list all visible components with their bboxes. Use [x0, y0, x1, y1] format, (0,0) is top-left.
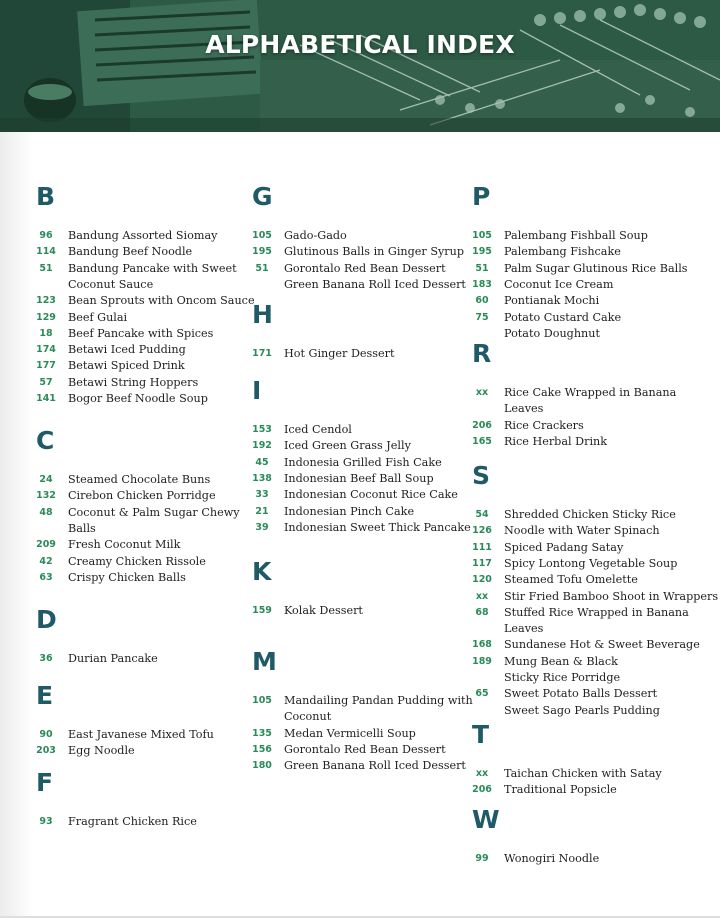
- recipe-name: [68, 537, 180, 553]
- recipe-name-line: Betawi Iced Pudding: [68, 343, 186, 357]
- page-number: 192: [252, 440, 272, 452]
- recipe-name-line: Balls: [68, 521, 96, 535]
- recipe-name-line: Iced Green Grass Jelly: [284, 439, 411, 453]
- page-number: 105: [472, 230, 492, 241]
- recipe-name-line: Noodle with Water Spinach: [504, 524, 660, 538]
- recipe-name: [68, 391, 208, 407]
- section-letter: F: [36, 768, 54, 797]
- index-entry: [248, 726, 416, 742]
- recipe-name-line: Bandung Assorted Siomay: [68, 229, 218, 242]
- page-number: 60: [475, 295, 489, 307]
- index-entry: [32, 554, 206, 570]
- recipe-name-line: Taichan Chicken with Satay: [504, 767, 662, 780]
- recipe-name-line: Betawi String Hoppers: [68, 375, 199, 389]
- recipe-name-line: Durian Pancake: [68, 652, 158, 665]
- food-stall-photo: [0, 0, 720, 132]
- index-entry: [32, 537, 180, 553]
- recipe-name-line: Egg Noodle: [68, 744, 135, 758]
- recipe-name: [68, 375, 198, 391]
- recipe-name: [504, 782, 617, 798]
- recipe-name: [68, 727, 214, 743]
- recipe-name: [68, 651, 158, 667]
- page-number: 33: [255, 489, 269, 501]
- page-number: 195: [472, 246, 492, 258]
- recipe-name-line: Bogor Beef Noodle Soup: [68, 392, 208, 405]
- recipe-name-line: Bandung Beef Noodle: [68, 245, 193, 259]
- recipe-name-line: Gado-Gado: [284, 229, 347, 242]
- recipe-name-line: Creamy Chicken Rissole: [68, 554, 206, 568]
- index-entry: [468, 851, 599, 867]
- recipe-name-line: Rice Crackers: [504, 418, 584, 432]
- page-number: 51: [255, 262, 269, 274]
- index-entry: [468, 686, 660, 719]
- index-entry: [248, 758, 466, 774]
- page-number: 132: [36, 490, 56, 502]
- page-number: 174: [36, 344, 56, 356]
- index-entry: [248, 504, 414, 520]
- recipe-name: [284, 346, 395, 362]
- page-number: 183: [472, 278, 492, 290]
- page-number: 99: [475, 853, 489, 864]
- recipe-name-line: Coconut Ice Cream: [504, 277, 614, 291]
- page-number: 209: [36, 539, 56, 551]
- section-letter: C: [36, 426, 55, 455]
- page-number: 168: [472, 639, 492, 651]
- recipe-name: [504, 851, 599, 867]
- recipe-name: [68, 488, 216, 504]
- index-entry: [468, 654, 620, 687]
- recipe-name: [504, 540, 623, 556]
- recipe-name: [284, 438, 411, 454]
- recipe-name-line: Indonesian Coconut Rice Cake: [284, 488, 458, 502]
- recipe-name-line: Wonogiri Noodle: [504, 852, 600, 865]
- section-letter: D: [36, 605, 57, 634]
- recipe-name-line: Mung Bean & Black: [504, 654, 618, 668]
- recipe-name: [284, 693, 473, 726]
- section-letter: M: [252, 647, 277, 676]
- page-number: 156: [252, 743, 272, 755]
- recipe-name: [284, 228, 347, 244]
- recipe-name-line: Steamed Tofu Omelette: [504, 573, 638, 587]
- index-entry: [248, 422, 352, 438]
- recipe-name-line: Steamed Chocolate Buns: [68, 473, 211, 486]
- recipe-name-line: Sweet Potato Balls Dessert: [504, 687, 658, 701]
- recipe-name-line: Gorontalo Red Bean Dessert: [284, 261, 446, 275]
- section-letter: E: [36, 681, 54, 710]
- section-letter: R: [472, 339, 492, 368]
- page-number: 63: [39, 571, 53, 583]
- section-letter: T: [472, 720, 490, 749]
- section-letter: K: [252, 557, 272, 586]
- recipe-name-line: Potato Doughnut: [504, 326, 600, 340]
- index-entry: [32, 472, 210, 488]
- recipe-name-line: Crispy Chicken Balls: [68, 570, 186, 584]
- recipe-name: [284, 455, 442, 471]
- recipe-name: [284, 422, 352, 438]
- recipe-name: [68, 743, 135, 759]
- page-number: 171: [252, 348, 272, 359]
- index-entry: [468, 310, 621, 326]
- recipe-name-line: Traditional Popsicle: [504, 783, 617, 797]
- recipe-name-line: Sticky Rice Porridge: [504, 670, 621, 684]
- recipe-name-line: Sundanese Hot & Sweet Beverage: [504, 638, 700, 652]
- page-number: 57: [39, 376, 53, 388]
- page-number: 18: [39, 327, 53, 339]
- index-entry: [468, 523, 660, 539]
- recipe-name: [68, 261, 237, 294]
- page-number: 68: [475, 606, 489, 618]
- recipe-name: [68, 472, 210, 488]
- page-number: 206: [472, 784, 492, 796]
- recipe-name: [68, 244, 192, 260]
- recipe-name: [504, 572, 638, 588]
- recipe-name-line: Shredded Chicken Sticky Rice: [504, 508, 676, 521]
- page-number: 45: [255, 456, 269, 468]
- page-number: xx: [475, 590, 489, 602]
- recipe-name: [504, 277, 613, 293]
- recipe-name: [504, 766, 662, 782]
- page-shadow: [0, 132, 34, 918]
- recipe-name: [68, 358, 185, 374]
- page-number: 105: [252, 695, 272, 706]
- index-entry: [468, 637, 700, 653]
- recipe-name-line: Fresh Coconut Milk: [68, 538, 181, 552]
- section-letter: W: [472, 805, 500, 834]
- recipe-name: [68, 505, 240, 538]
- recipe-name-line: Palembang Fishcake: [504, 245, 621, 259]
- page-number: xx: [475, 387, 489, 398]
- recipe-name: [284, 758, 466, 774]
- recipe-name: [504, 293, 599, 309]
- page-number: 36: [39, 653, 53, 664]
- index-entry: [248, 693, 473, 726]
- section-letter: P: [472, 182, 491, 211]
- page-number: 165: [472, 435, 492, 447]
- page-number: 129: [36, 311, 56, 323]
- recipe-name: [284, 603, 363, 619]
- page-number: 195: [252, 246, 272, 258]
- recipe-name: [504, 507, 676, 523]
- recipe-name: [68, 554, 206, 570]
- recipe-name-line: Beef Gulai: [68, 310, 128, 324]
- recipe-name-line: Indonesia Grilled Fish Cake: [284, 455, 442, 469]
- recipe-name-line: Mandailing Pandan Pudding with: [284, 694, 473, 707]
- page-number: 54: [475, 509, 489, 520]
- index-entry: [248, 520, 471, 536]
- page-number: 117: [472, 557, 492, 569]
- header-banner: [0, 0, 720, 132]
- section-letter: H: [252, 300, 273, 329]
- recipe-name-line: Gorontalo Red Bean Dessert: [284, 742, 446, 756]
- recipe-name-line: Hot Ginger Dessert: [284, 347, 395, 360]
- recipe-name-line: Kolak Dessert: [284, 604, 363, 617]
- recipe-name: [284, 742, 446, 758]
- page-number: 75: [475, 311, 489, 323]
- recipe-name-line: Coconut & Palm Sugar Chewy: [68, 505, 240, 519]
- page-number: 114: [36, 246, 56, 258]
- recipe-name: [504, 686, 660, 719]
- section-letter: S: [472, 461, 491, 490]
- recipe-name: [504, 434, 607, 450]
- recipe-name-line: Bandung Pancake with Sweet: [68, 261, 237, 275]
- recipe-name-line: Medan Vermicelli Soup: [284, 726, 416, 740]
- page-number: 138: [252, 472, 272, 484]
- recipe-name-line: Fragrant Chicken Rice: [68, 815, 197, 828]
- recipe-name: [68, 293, 255, 309]
- page-number: 189: [472, 655, 492, 667]
- recipe-name-line: Palembang Fishball Soup: [504, 229, 648, 242]
- index-entry: [32, 488, 216, 504]
- index-entry: [32, 326, 213, 342]
- recipe-name-line: Indonesian Sweet Thick Pancake: [284, 520, 471, 534]
- page-number: 111: [472, 541, 492, 553]
- recipe-name: [504, 326, 600, 342]
- index-entry: [32, 261, 237, 294]
- recipe-name-line: Cirebon Chicken Porridge: [68, 489, 216, 503]
- section-letter: I: [252, 376, 262, 405]
- index-entry: [248, 455, 442, 471]
- recipe-name-line: Glutinous Balls in Ginger Syrup: [284, 245, 465, 259]
- page-number: 203: [36, 745, 56, 757]
- index-entry: [468, 418, 584, 434]
- page-number: 51: [475, 262, 489, 274]
- recipe-name-line: Iced Cendol: [284, 423, 352, 436]
- recipe-name: [504, 589, 718, 605]
- index-entry: [468, 244, 621, 260]
- recipe-name-line: Rice Herbal Drink: [504, 434, 608, 448]
- recipe-name-line: Indonesian Pinch Cake: [284, 504, 415, 518]
- recipe-name: [68, 326, 213, 342]
- recipe-name: [504, 244, 621, 260]
- recipe-name: [504, 556, 677, 572]
- page-number: 51: [39, 262, 53, 274]
- index-entry: [32, 727, 214, 743]
- recipe-name: [504, 385, 676, 418]
- index-entry: [32, 391, 208, 407]
- index-entry: [248, 438, 411, 454]
- recipe-name: [284, 471, 434, 487]
- page-number: 42: [39, 555, 53, 567]
- recipe-name-line: Beef Pancake with Spices: [68, 326, 214, 340]
- section-letter: B: [36, 182, 56, 211]
- index-entry: [468, 605, 689, 638]
- recipe-name-line: Rice Cake Wrapped in Banana: [504, 386, 677, 399]
- page-number: 120: [472, 574, 492, 586]
- page-number: 24: [39, 474, 53, 485]
- recipe-name-line: East Javanese Mixed Tofu: [68, 728, 214, 741]
- page-number: 39: [255, 521, 269, 533]
- page-number: 96: [39, 230, 53, 241]
- index-entry: [32, 814, 197, 830]
- index-entry: [32, 228, 217, 244]
- index-entry: [468, 434, 607, 450]
- recipe-name-line: Green Banana Roll Iced Dessert: [284, 759, 466, 773]
- page-number: 153: [252, 424, 272, 435]
- recipe-name: [504, 310, 621, 326]
- index-entry: [468, 507, 676, 523]
- recipe-name: [504, 261, 688, 277]
- page-number: 65: [475, 688, 489, 700]
- index-entry: [32, 375, 198, 391]
- index-entry: [468, 572, 638, 588]
- recipe-name-line: Potato Custard Cake: [504, 310, 622, 324]
- recipe-name: [284, 520, 471, 536]
- page-number: 123: [36, 295, 56, 307]
- recipe-name-line: Stuffed Rice Wrapped in Banana: [504, 605, 689, 619]
- page-number: 126: [472, 525, 492, 537]
- index-entry: [248, 603, 363, 619]
- recipe-name-line: Coconut: [284, 710, 332, 724]
- recipe-name-line: Leaves: [504, 402, 544, 416]
- index-entry: [248, 346, 395, 362]
- index-entry: [468, 293, 599, 309]
- page-number: 141: [36, 393, 56, 404]
- index-entry: [468, 540, 623, 556]
- recipe-name: [284, 487, 458, 503]
- recipe-name: [68, 814, 197, 830]
- index-entry: [32, 505, 240, 538]
- index-entry: [468, 556, 677, 572]
- index-entry: [248, 228, 347, 244]
- recipe-name: [284, 504, 414, 520]
- page-number: 159: [252, 605, 272, 616]
- page-number: 93: [39, 816, 53, 827]
- page-number: 90: [39, 729, 53, 740]
- index-entry: [468, 385, 676, 418]
- recipe-name-line: Coconut Sauce: [68, 277, 154, 291]
- page-number: 21: [255, 505, 269, 517]
- recipe-name-line: Bean Sprouts with Oncom Sauce: [68, 294, 255, 308]
- recipe-name-line: Green Banana Roll Iced Dessert: [284, 277, 466, 291]
- index-entry: [468, 228, 648, 244]
- index-entry: [32, 310, 127, 326]
- recipe-name-line: Indonesian Beef Ball Soup: [284, 471, 434, 485]
- index-entry: [248, 471, 434, 487]
- index-entry: [32, 342, 186, 358]
- recipe-name-line: Stir Fried Bamboo Shoot in Wrappers: [504, 589, 719, 603]
- recipe-name-line: Betawi Spiced Drink: [68, 359, 185, 373]
- index-entry: [32, 651, 158, 667]
- recipe-name-line: Spicy Lontong Vegetable Soup: [504, 556, 678, 570]
- page-number: xx: [475, 768, 489, 779]
- recipe-name: [504, 605, 689, 638]
- recipe-name: [504, 228, 648, 244]
- recipe-name: [68, 228, 217, 244]
- index-entry: [248, 277, 466, 293]
- page-number: 180: [252, 760, 272, 772]
- recipe-name-line: Leaves: [504, 622, 544, 636]
- recipe-name: [68, 342, 186, 358]
- recipe-name-line: Palm Sugar Glutinous Rice Balls: [504, 261, 688, 275]
- recipe-name: [68, 570, 186, 586]
- recipe-name: [504, 637, 700, 653]
- index-entry: [32, 293, 255, 309]
- index-entry: [248, 244, 464, 260]
- recipe-name-line: Spiced Padang Satay: [504, 540, 624, 554]
- page-number: 105: [252, 230, 272, 241]
- index-entry: [468, 261, 688, 277]
- index-entry: [32, 244, 192, 260]
- index-entry: [32, 570, 186, 586]
- recipe-name: [284, 261, 446, 277]
- recipe-name-line: Pontianak Mochi: [504, 294, 600, 308]
- page-number: 177: [36, 360, 56, 372]
- page-number: 206: [472, 419, 492, 431]
- recipe-name: [68, 310, 127, 326]
- recipe-name: [504, 523, 660, 539]
- section-letter: G: [252, 182, 273, 211]
- index-entry: [248, 261, 446, 277]
- recipe-name: [504, 418, 584, 434]
- recipe-name-line: Sweet Sago Pearls Pudding: [504, 703, 660, 717]
- recipe-name: [284, 726, 416, 742]
- index-entry: [248, 742, 446, 758]
- page-number: 135: [252, 727, 272, 739]
- index-entry: [32, 743, 135, 759]
- index-entry: [248, 487, 458, 503]
- recipe-name: [284, 244, 464, 260]
- recipe-name: [284, 277, 466, 293]
- recipe-name: [504, 654, 620, 687]
- index-entry: [468, 766, 662, 782]
- index-entry: [468, 782, 617, 798]
- page-title: ALPHABETICAL INDEX: [205, 30, 515, 59]
- index-entry: [468, 589, 718, 605]
- index-entry: [32, 358, 185, 374]
- page-number: 48: [39, 506, 53, 518]
- index-entry: [468, 277, 613, 293]
